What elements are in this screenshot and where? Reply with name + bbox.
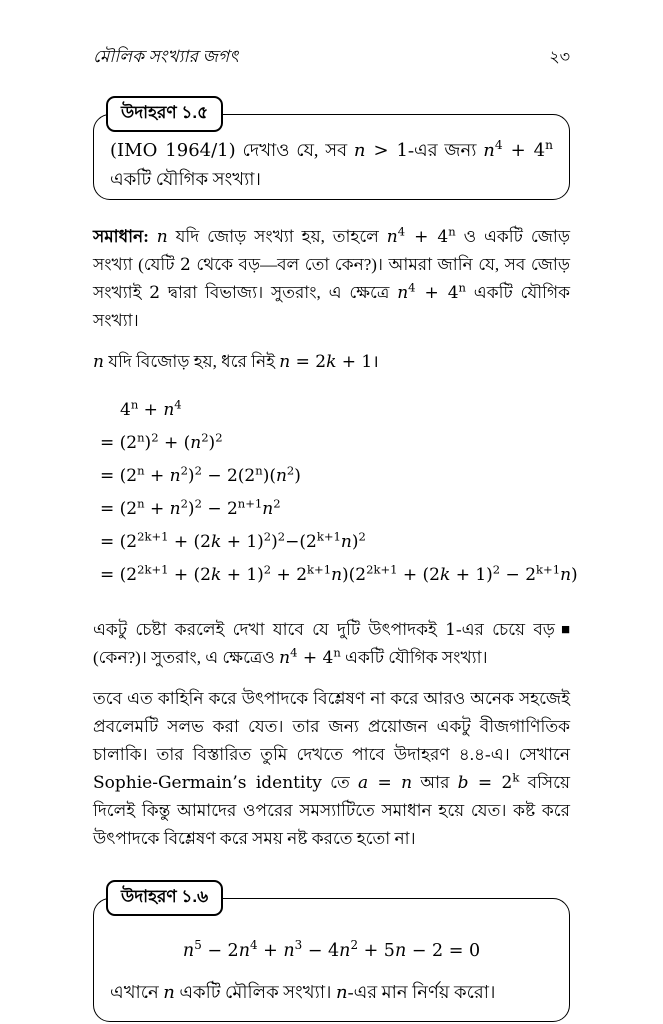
example-1-5-box [93, 103, 570, 200]
example-1-6-equation: $n^5 - 2n^4 + n^3 - 4n^2 + 5n - 2 = 0$ [182, 938, 481, 961]
closing-paragraph-text: একটু চেষ্টা করলেই দেখা যাবে যে দুটি উৎপাদকই 1-এর চেয়ে বড় (কেন?)। সুতরাং, এ ক্ষেত্রেও $n^4 + 4^n$ একটি যৌগিক সংখ্যা। [93, 620, 555, 668]
derivation-line-1: $4^n + n^4$ [120, 397, 182, 420]
example-1-6-box [93, 887, 570, 1022]
solution-paragraph: সমাধান: n যদি জোড় সংখ্যা হয়, তাহলে $n^4 + 4^n$ ও একটি জোড় সংখ্যা (যেটি 2 থেকে বড়—বল তো কেন?)। আমরা জানি যে, সব জোড় সংখ্যাই 2 দ্বারা বিভাজ্য। সুতরাং, এ ক্ষেত্রে $n^4 + 4^n$ একটি যৌগিক সংখ্যা। [93, 224, 570, 330]
example-1-5-label: উদাহরণ ১.৫ [106, 96, 223, 132]
derivation-line-2: = $(2^n)^2 + (n^2)^2$ [100, 430, 223, 453]
page-number: ২৩ [549, 49, 570, 66]
running-header-title: মৌলিক সংখ্যার জগৎ [93, 47, 239, 66]
example-1-6-statement: এখানে n একটি মৌলিক সংখ্যা। n-এর মান নির্ণয় করো। [110, 982, 496, 1003]
discussion-paragraph: তবে এত কাহিনি করে উৎপাদকে বিশ্লেষণ না করে আরও অনেক সহজেই প্রবলেমটি সলভ করা যেত। তার জন্য প্রয়োজন একটু বীজগাণিতিক চালাকি। তার বিস্তারিত তুমি দেখতে পাবে উদাহরণ ৪.৪-এ। সেখানে Sophie-Germain’s identity তে a = n আর $b = 2^k$ বসিয়ে দিলেই কিন্তু আমাদের ওপরের সমস্যাটিতে সমাধান হয়ে যেত। কষ্ট করে উৎপাদকে বিশ্লেষণ করে সময় নষ্ট করতে হতো না। [93, 689, 570, 848]
derivation-line-3: = $(2^n + n^2)^2 - 2(2^n)(n^2)$ [100, 463, 301, 486]
qed-square: ■ [560, 622, 570, 638]
derivation-block [100, 394, 578, 592]
derivation-line-6: = $(2^{2k+1} + (2k + 1)^2 + 2^{k+1}n)(2^{2k+1} + (2k + 1)^2 - 2^{k+1}n)$ [100, 562, 578, 585]
example-1-6-label: উদাহরণ ১.৬ [106, 880, 223, 916]
example-1-5-statement: (IMO 1964/1) দেখাও যে, সব n > 1-এর জন্য $n^4 + 4^n$ একটি যৌগিক সংখ্যা। [110, 138, 554, 189]
odd-case-line: n যদি বিজোড় হয়, ধরে নিই n = 2k + 1। [93, 352, 379, 372]
page-header [93, 46, 570, 69]
closing-paragraph [93, 616, 570, 672]
derivation-line-4: = $(2^n + n^2)^2 - 2^{n+1}n^2$ [100, 496, 281, 519]
derivation-line-5: = $(2^{2k+1} + (2k + 1)^2)^2-(2^{k+1}n)^2$ [100, 529, 366, 552]
